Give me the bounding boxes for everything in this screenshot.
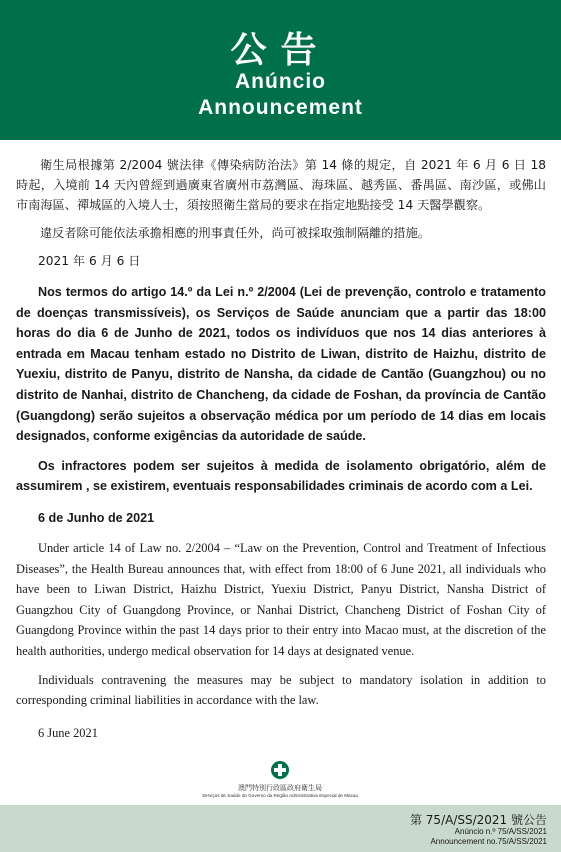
health-bureau-emblem-icon [270,760,290,780]
english-paragraph-1: Under article 14 of Law no. 2/2004 – “Law on the Prevention, Control and Treatment of Infectious Diseases”, the Health Bureau announces that, with effect from 18:00 of 6 June 2021, all individuals who have been to Liwan District, Haizhu District, Yuexiu District, Panyu District, Nansha District of Guangzhou City of Guangdong Province, or Nanhai District, Chancheng District of Foshan City of Guangdong Province within the past 14 days prior to their entry into Macao must, at the discretion of the health authorities, undergo medical observation for 14 days at designated venue. [16,540,546,658]
portuguese-paragraph-1: Nos termos do artigo 14.º da Lei n.º 2/2004 (Lei de prevenção, controlo e tratamento de doenças transmissíveis), os Serviços de Saúde anunciam que a partir das 18:00 horas do dia 6 de Junho de 2021, todos os indivíduos que nos 14 dias anteriores à entrada em Macau tenham estado no Distrito de Liwan, distrito de Haizhu, distrito de Yuexiu, distrito de Panyu, distrito de Nansha, da cidade de Cantão (Guangzhou) ou no distrito de Nanhai, distrito de Chancheng, da cidade de Foshan, da província de Cantão (Guangdong) serão sujeitos a observação médica por um período de 14 dias em locais designados, conforme exigências da autoridade de saúde. [16,285,546,444]
chinese-paragraph-1: 衛生局根據第 2/2004 號法律《傳染病防治法》第 14 條的規定，自 2021 年 6 月 6 日 18 時起，入境前 14 天內曾經到過廣東省廣州市荔灣區、海珠區、越秀區、番禺區、南沙區，或佛山市南海區、禪城區的入境人士，須按照衛生當局的要求在指定地點接受 14 天醫學觀察。 [16,158,546,212]
health-bureau-logo [180,760,380,800]
reference-chinese: 第 75/A/SS/2021 號公告 [409,813,547,827]
reference-english: Announcement no.75/A/SS/2021 [430,837,547,846]
english-paragraph-2: Individuals contravening the measures may be subject to mandatory isolation in addition to corresponding criminal liabilities in accordance with the law. [16,672,546,708]
title-chinese: 公告 [230,30,331,71]
portuguese-date: 6 de Junho de 2021 [38,510,155,525]
portuguese-paragraph-2: Os infractores podem ser sujeitos à medida de isolamento obrigatório, além de assumirem , se existirem, eventuais responsabilidades criminais de acordo com a Lei. [16,458,546,494]
chinese-paragraph-2: 違反者除可能依法承擔相應的刑事責任外，尚可被採取強制隔離的措施。 [40,226,430,240]
announcement-footer [0,805,561,852]
title-english: Announcement [198,96,363,119]
announcement-header [0,0,561,140]
announcement-body [16,155,546,743]
health-bureau-name-chinese: 澳門特別行政區政府衛生局 [238,784,322,792]
reference-portuguese: Anúncio n.º 75/A/SS/2021 [454,827,547,836]
chinese-date: 2021 年 6 月 6 日 [38,254,141,268]
health-bureau-name-portuguese: Serviços de Saúde do Governo da Região Administrativa Especial de Macau [201,793,359,798]
english-date: 6 June 2021 [38,725,98,740]
title-portuguese: Anúncio [235,70,326,93]
